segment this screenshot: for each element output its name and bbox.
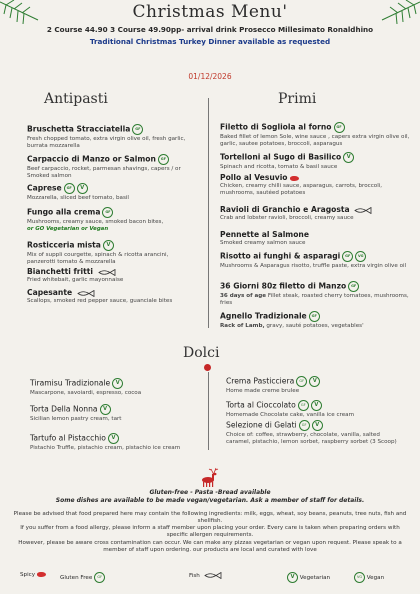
legend-label: Fish — [189, 573, 200, 579]
item-desc: Sicilian lemon pastry cream, tart — [30, 416, 122, 422]
item-name: 36 Giorni 80z filetto di Manzo — [220, 281, 347, 291]
menu-item — [220, 205, 410, 222]
legend-fish — [189, 572, 222, 579]
menu-item — [30, 433, 200, 452]
vegetarian-icon: V — [100, 404, 111, 415]
menu-item — [220, 281, 410, 307]
menu-item — [27, 288, 197, 305]
gluten-free-icon: GF — [309, 311, 320, 322]
item-name: Bruschetta Stracciatella — [27, 124, 131, 134]
item-desc: Mozzarella, sliced beef tomato, basil — [27, 195, 129, 201]
gluten-free-icon: GF — [296, 376, 307, 387]
item-name: Selezione di Gelati — [226, 420, 297, 430]
item-name: Tortelloni al Sugo di Basilico — [220, 152, 342, 162]
item-name: Caprese — [27, 183, 62, 193]
menu-item — [220, 251, 410, 270]
item-desc: Scallops, smoked red pepper sauce, guanciale bites — [27, 298, 173, 304]
item-desc: Fried whitebait, garlic mayonnaise — [27, 277, 124, 283]
page-title: Christmas Menu' — [132, 2, 288, 22]
menu-item — [27, 207, 197, 232]
menu-item — [27, 124, 197, 150]
menu-item — [226, 376, 406, 395]
menu-item — [226, 420, 406, 446]
vegetarian-icon: V — [312, 420, 323, 431]
item-name: Tiramisu Tradizionale — [30, 378, 111, 388]
item-name: Capesante — [27, 288, 73, 297]
menu-date: 01/12/2026 — [188, 72, 232, 81]
vegan-icon: VG — [354, 572, 365, 583]
gluten-free-icon: GF — [298, 400, 309, 411]
gluten-free-icon: GF — [64, 183, 75, 194]
price-line: 2 Course 44.90 3 Course 49.90pp- arrival drink Prosecco Millesimato Ronaldhino — [46, 25, 374, 34]
menu-item — [226, 400, 406, 419]
legend-spicy — [20, 572, 46, 578]
item-desc: Mushrooms, creamy sauce, smoked bacon bites, — [27, 219, 164, 225]
item-desc: Mix of suppli courgette, spinach & ricotta arancini, panzerotti tomato & mozzarella — [27, 252, 169, 265]
item-name: Bianchetti fritti — [27, 267, 94, 276]
gluten-free-icon: GF — [334, 122, 345, 133]
legend-gluten-free — [60, 572, 105, 583]
menu-item — [27, 183, 197, 202]
item-desc: Homemade Chocolate cake, vanilla ice cream — [226, 412, 355, 418]
item-desc: gravy, sauté potatoes, vegetables' — [264, 323, 364, 329]
item-name: Rosticceria mista — [27, 240, 101, 250]
menu-item — [30, 378, 200, 397]
section-dolci: Dolci — [183, 345, 220, 361]
vegetarian-icon: V — [309, 376, 320, 387]
menu-item — [220, 173, 410, 197]
vegetarian-icon: V — [343, 152, 354, 163]
item-name: Carpaccio di Manzo or Salmon — [27, 154, 156, 164]
legend-label: Spicy — [20, 572, 36, 578]
vegetarian-icon: V — [287, 572, 298, 583]
fish-icon — [204, 572, 222, 579]
menu-item — [220, 122, 410, 148]
gluten-free-icon: GF — [102, 207, 113, 218]
item-name: Risotto ai funghi & asparagi — [220, 251, 341, 261]
chili-icon — [37, 572, 46, 577]
gluten-free-icon: GF — [342, 251, 353, 262]
gluten-free-icon: GF — [158, 154, 169, 165]
item-name: Fungo alla crema — [27, 207, 101, 217]
item-desc: Smoked creamy salmon sauce — [220, 240, 306, 246]
item-desc: Spinach and ricotta, tomato & basil sauce — [220, 164, 338, 170]
vegetarian-icon: V — [77, 183, 88, 194]
item-name: Crema Pasticciera — [226, 376, 295, 386]
gluten-free-icon: GF — [94, 572, 105, 583]
item-name: Filetto di Sogliola al forno — [220, 122, 332, 132]
vegetarian-icon: V — [311, 400, 322, 411]
item-name: Torta Della Nonna — [30, 404, 98, 414]
fish-icon — [354, 207, 372, 214]
turkey-dinner-line: Traditional Christmas Turkey Dinner available as requested — [89, 37, 331, 46]
menu-item — [30, 404, 200, 423]
vegetarian-icon: V — [112, 378, 123, 389]
item-desc: Crab and lobster ravioli, broccoli, creamy sauce — [220, 215, 354, 221]
menu-item — [220, 311, 410, 330]
vegetarian-icon: V — [108, 433, 119, 444]
item-desc: Pistachio Truffle, pistachio cream, pistachio ice cream — [30, 445, 181, 451]
vegan-icon: VG — [355, 251, 366, 262]
item-desc: Beef carpaccio, rocket, parmesan shavings, capers / or Smoked salmon — [27, 166, 181, 179]
allergen-notice-2: If you suffer from a food allergy, please inform a staff member upon placing your order. Every care is taken when preparing orders with specific allergen requirements. — [20, 525, 400, 539]
legend-label: Vegetarian — [299, 575, 331, 581]
legend-label: Vegan — [366, 575, 385, 581]
item-desc: Baked fillet of lemon Sole, wine sauce , capers extra virgin olive oil, garlic, sautee potatoes, broccoli, asparagus — [220, 134, 410, 147]
legend-vegan — [352, 572, 384, 583]
item-desc-bold: 36 days of age — [220, 293, 267, 299]
reindeer-icon — [197, 466, 219, 488]
item-desc-bold: Rack of Lamb, — [220, 323, 265, 329]
ornament-icon — [204, 364, 211, 371]
item-note: or GO Vegetarian or Vegan — [27, 225, 109, 232]
item-name: Pennette al Salmone — [220, 230, 309, 239]
item-desc: Fresh chopped tomato, extra virgin olive oil, fresh garlic, burrata mozzarella — [27, 136, 186, 149]
menu-item — [27, 240, 197, 266]
footer-vegan-note: Some dishes are available to be made vegan/vegetarian. Ask a member of staff for details. — [55, 496, 365, 504]
item-desc: Home made creme brulee — [226, 388, 300, 394]
item-desc: Fillet steak, roasted cherry tomatoes, mushrooms, fries — [220, 293, 409, 306]
menu-item — [27, 267, 197, 284]
gluten-free-icon: GF — [132, 124, 143, 135]
section-primi: Primi — [278, 91, 317, 107]
allergen-notice: Please be advised that food prepared here may contain the following ingredients: milk, eggs, wheat, soy beans, peanuts, tree nuts, fish and shellfish. — [13, 510, 407, 524]
legend — [0, 570, 420, 584]
footer — [10, 489, 410, 554]
legend-vegetarian — [285, 572, 330, 583]
section-antipasti: Antipasti — [44, 91, 108, 107]
legend-label: Gluten Free — [60, 575, 93, 581]
vegetarian-icon: V — [103, 240, 114, 251]
column-divider — [208, 98, 209, 328]
gluten-free-icon: GF — [299, 420, 310, 431]
column-divider — [208, 372, 209, 450]
menu-item — [220, 230, 410, 247]
chili-icon — [290, 176, 299, 181]
item-name: Ravioli di Granchio e Aragosta — [220, 205, 350, 214]
fish-icon — [98, 269, 116, 276]
menu-item — [27, 154, 197, 180]
item-desc: Chicken, creamy chilli sauce, asparagus, carrots, broccoli, mushrooms, sautéed potatoes — [220, 183, 383, 196]
allergen-notice-3: However, please be aware cross contamination can occur. We can make any pizzas vegetarian or vegan upon request. Please speak to a member of staff upon ordering. our products are local and curated with love — [18, 539, 402, 553]
item-name: Agnello Tradizionale — [220, 311, 307, 321]
item-desc: Mushrooms & Asparagus risotto, truffle paste, extra virgin olive oil — [220, 263, 407, 269]
item-desc: Mascarpone, savoiardi, espresso, cocoa — [30, 390, 142, 396]
item-name: Tartufo al Pistacchio — [30, 433, 106, 443]
menu-item — [220, 152, 410, 171]
item-name: Pollo al Vesuvio — [220, 173, 288, 182]
item-desc: Choice of: coffee, strawberry, chocolate, vanilla, salted caramel, pistachio, lemon sorbet, raspberry sorbet (3 Scoop) — [226, 432, 397, 445]
gluten-free-icon: GF — [348, 281, 359, 292]
item-name: Torta al Cioccolato — [226, 400, 296, 410]
footer-gluten-free: Gluten-free - Pasta -Bread available — [149, 489, 271, 496]
fish-icon — [77, 290, 95, 297]
